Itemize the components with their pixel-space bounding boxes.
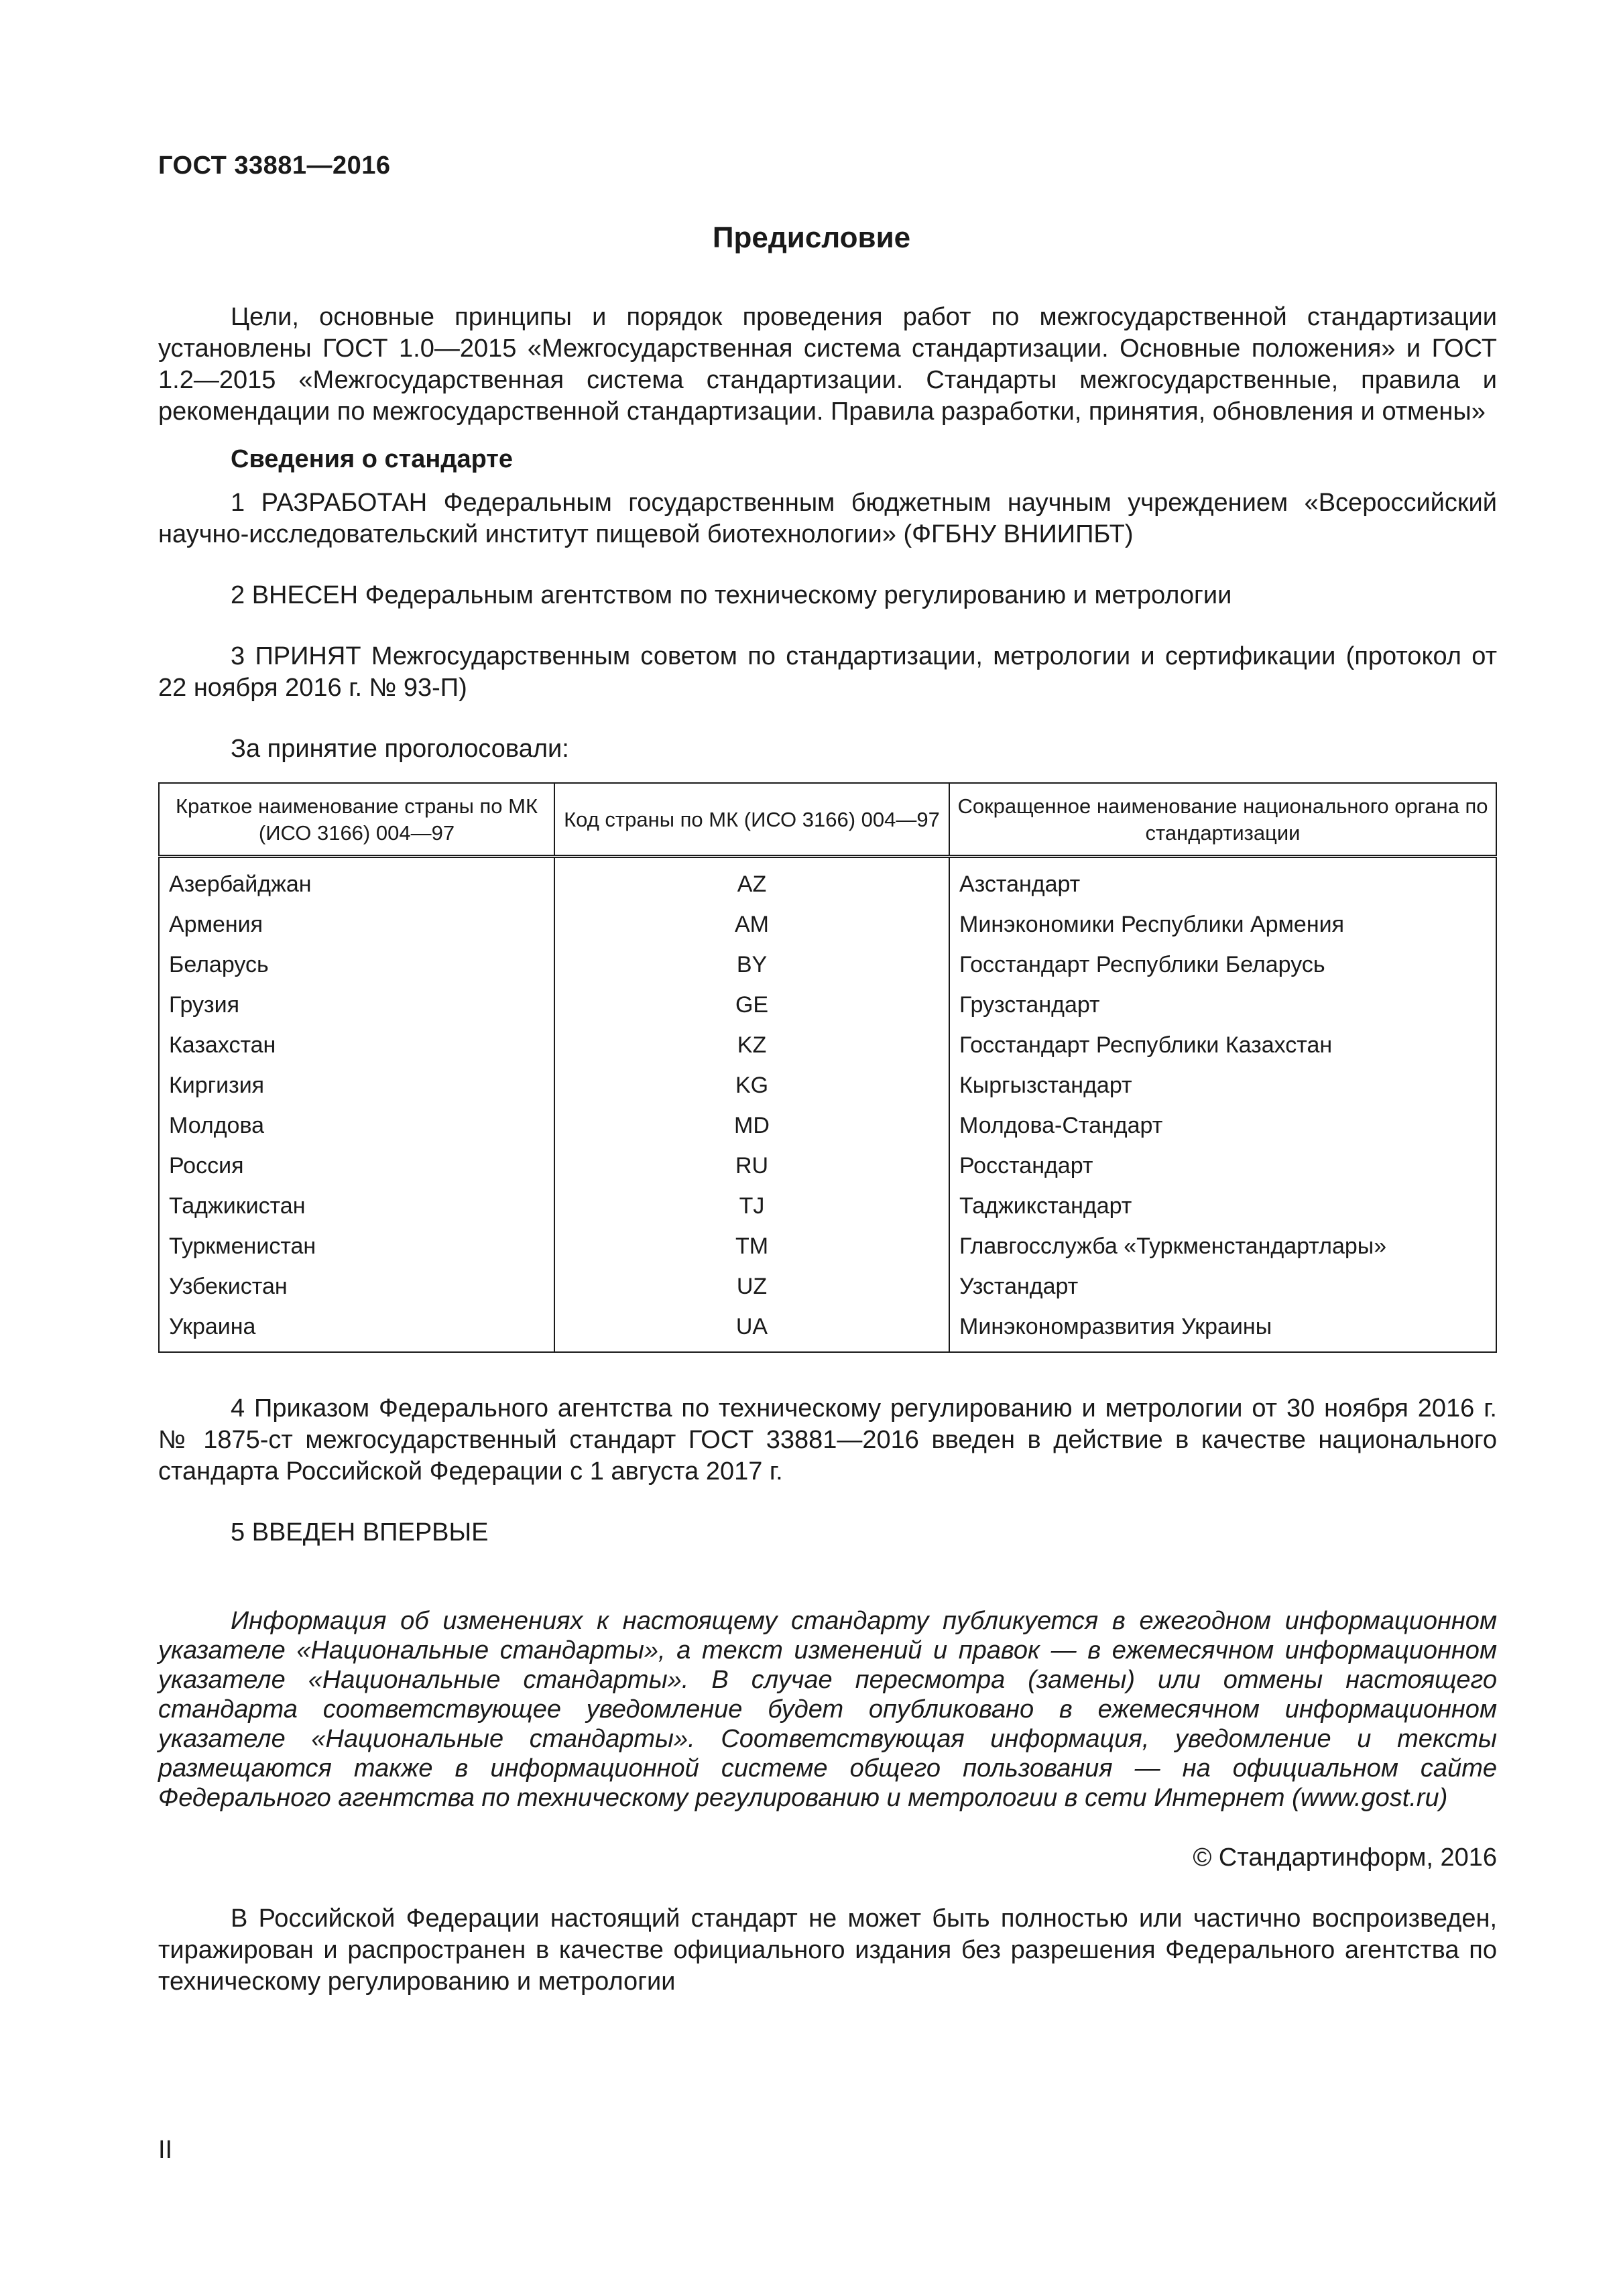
- restriction-notice: В Российской Федерации настоящий стандарт не может быть полностью или частично воспроизведен, тиражирован и распространен в качестве официального издания без разрешения Федерального агентства по техническому регулированию и метрологии: [158, 1905, 1497, 1996]
- intro-paragraph: Цели, основные принципы и порядок проведения работ по межгосударственной стандартизации установлены ГОСТ 1.0—2015 «Межгосударственная система стандартизации. Основные положения» и ГОСТ 1.2—2015 «Межгосударственная система стандартизации. Стандарты межгосударственные, правила и рекомендации по межгосударственной стандартизации. Правила разработки, принятия, обновления и отмены»: [158, 303, 1497, 426]
- standard-info-heading: Сведения о стандарте: [231, 445, 514, 473]
- national-body-cell: Азстандарт: [949, 857, 1496, 903]
- table-row: [159, 1144, 1496, 1184]
- national-body-cell: Главгосслужба «Туркменстандартлары»: [949, 1224, 1496, 1264]
- item-developed: 1 РАЗРАБОТАН Федеральным государственным бюджетным научным учреждением «Всероссийский научно-исследовательский институт пищевой биотехнологии» (ФГБНУ ВНИИПБТ): [158, 489, 1497, 548]
- document-body: [158, 302, 1497, 1998]
- copyright: © Стандартинформ, 2016: [1193, 1844, 1497, 1872]
- page-title: Предисловие: [712, 221, 911, 254]
- table-row: [159, 983, 1496, 1023]
- item-adopted: 3 ПРИНЯТ Межгосударственным советом по стандартизации, метрологии и сертификации (протокол от 22 ноября 2016 г. № 93-П): [158, 642, 1497, 702]
- table-row: [159, 943, 1496, 983]
- document-number: ГОСТ 33881—2016: [158, 152, 391, 180]
- national-body-cell: Таджикстандарт: [949, 1184, 1496, 1224]
- national-body-cell: Грузстандарт: [949, 983, 1496, 1023]
- country-cell: Украина: [159, 1305, 554, 1352]
- header-country: Краткое наименование страны по МК (ИСО 3166) 004—97: [159, 783, 554, 857]
- national-body-cell: Минэкономразвития Украины: [949, 1305, 1496, 1352]
- header-code: Код страны по МК (ИСО 3166) 004—97: [554, 783, 949, 857]
- code-cell: KG: [554, 1063, 949, 1103]
- code-cell: AM: [554, 902, 949, 943]
- country-cell: Казахстан: [159, 1023, 554, 1063]
- country-cell: Узбекистан: [159, 1264, 554, 1305]
- info-notice: Информация об изменениях к настоящему стандарту публикуется в ежегодном информационном указателе «Национальные стандарты», а текст изменений и правок — в ежемесячном информационном указателе «Национальные стандарты». В случае пересмотра (замены) или отмены настоящего стандарта соответствующее уведомление будет опубликовано в ежемесячном информационном указателе «Национальные стандарты». Соответствующая информация, уведомление и тексты размещаются также в информационной системе общего пользования — на официальном сайте Федерального агентства по техническому регулированию и метрологии в сети Интернет (www.gost.ru): [158, 1607, 1497, 1812]
- table-row: [159, 1103, 1496, 1144]
- code-cell: MD: [554, 1103, 949, 1144]
- item-order: 4 Приказом Федерального агентства по техническому регулированию и метрологии от 30 ноября 2016 г. № 1875-ст межгосударственный стандарт ГОСТ 33881—2016 введен в действие в качестве национального стандарта Российской Федерации с 1 августа 2017 г.: [158, 1394, 1497, 1486]
- vote-table-body: [159, 857, 1496, 1353]
- table-row: [159, 857, 1496, 903]
- national-body-cell: Узстандарт: [949, 1264, 1496, 1305]
- code-cell: AZ: [554, 857, 949, 903]
- country-cell: Грузия: [159, 983, 554, 1023]
- country-cell: Россия: [159, 1144, 554, 1184]
- header-national-body: Сокращенное наименование национального органа по стандартизации: [949, 783, 1496, 857]
- country-cell: Молдова: [159, 1103, 554, 1144]
- national-body-cell: Госстандарт Республики Беларусь: [949, 943, 1496, 983]
- code-cell: UA: [554, 1305, 949, 1352]
- table-row: [159, 902, 1496, 943]
- table-row: [159, 1023, 1496, 1063]
- vote-table: [158, 782, 1497, 1353]
- code-cell: TJ: [554, 1184, 949, 1224]
- code-cell: BY: [554, 943, 949, 983]
- national-body-cell: Молдова-Стандарт: [949, 1103, 1496, 1144]
- country-cell: Туркменистан: [159, 1224, 554, 1264]
- country-cell: Армения: [159, 902, 554, 943]
- page-number: II: [158, 2136, 173, 2164]
- code-cell: RU: [554, 1144, 949, 1184]
- table-header-row: [159, 783, 1496, 857]
- code-cell: GE: [554, 983, 949, 1023]
- country-cell: Киргизия: [159, 1063, 554, 1103]
- table-row: [159, 1184, 1496, 1224]
- table-row: [159, 1305, 1496, 1352]
- item-submitted: 2 ВНЕСЕН Федеральным агентством по техническому регулированию и метрологии: [231, 581, 1232, 609]
- country-cell: Беларусь: [159, 943, 554, 983]
- national-body-cell: Минэкономики Республики Армения: [949, 902, 1496, 943]
- code-cell: TM: [554, 1224, 949, 1264]
- table-row: [159, 1224, 1496, 1264]
- code-cell: UZ: [554, 1264, 949, 1305]
- item-first-introduced: 5 ВВЕДЕН ВПЕРВЫЕ: [231, 1518, 489, 1547]
- table-row: [159, 1264, 1496, 1305]
- national-body-cell: Кыргызстандарт: [949, 1063, 1496, 1103]
- country-cell: Таджикистан: [159, 1184, 554, 1224]
- code-cell: KZ: [554, 1023, 949, 1063]
- country-cell: Азербайджан: [159, 857, 554, 903]
- national-body-cell: Росстандарт: [949, 1144, 1496, 1184]
- national-body-cell: Госстандарт Республики Казахстан: [949, 1023, 1496, 1063]
- votes-intro: За принятие проголосовали:: [231, 735, 569, 763]
- table-row: [159, 1063, 1496, 1103]
